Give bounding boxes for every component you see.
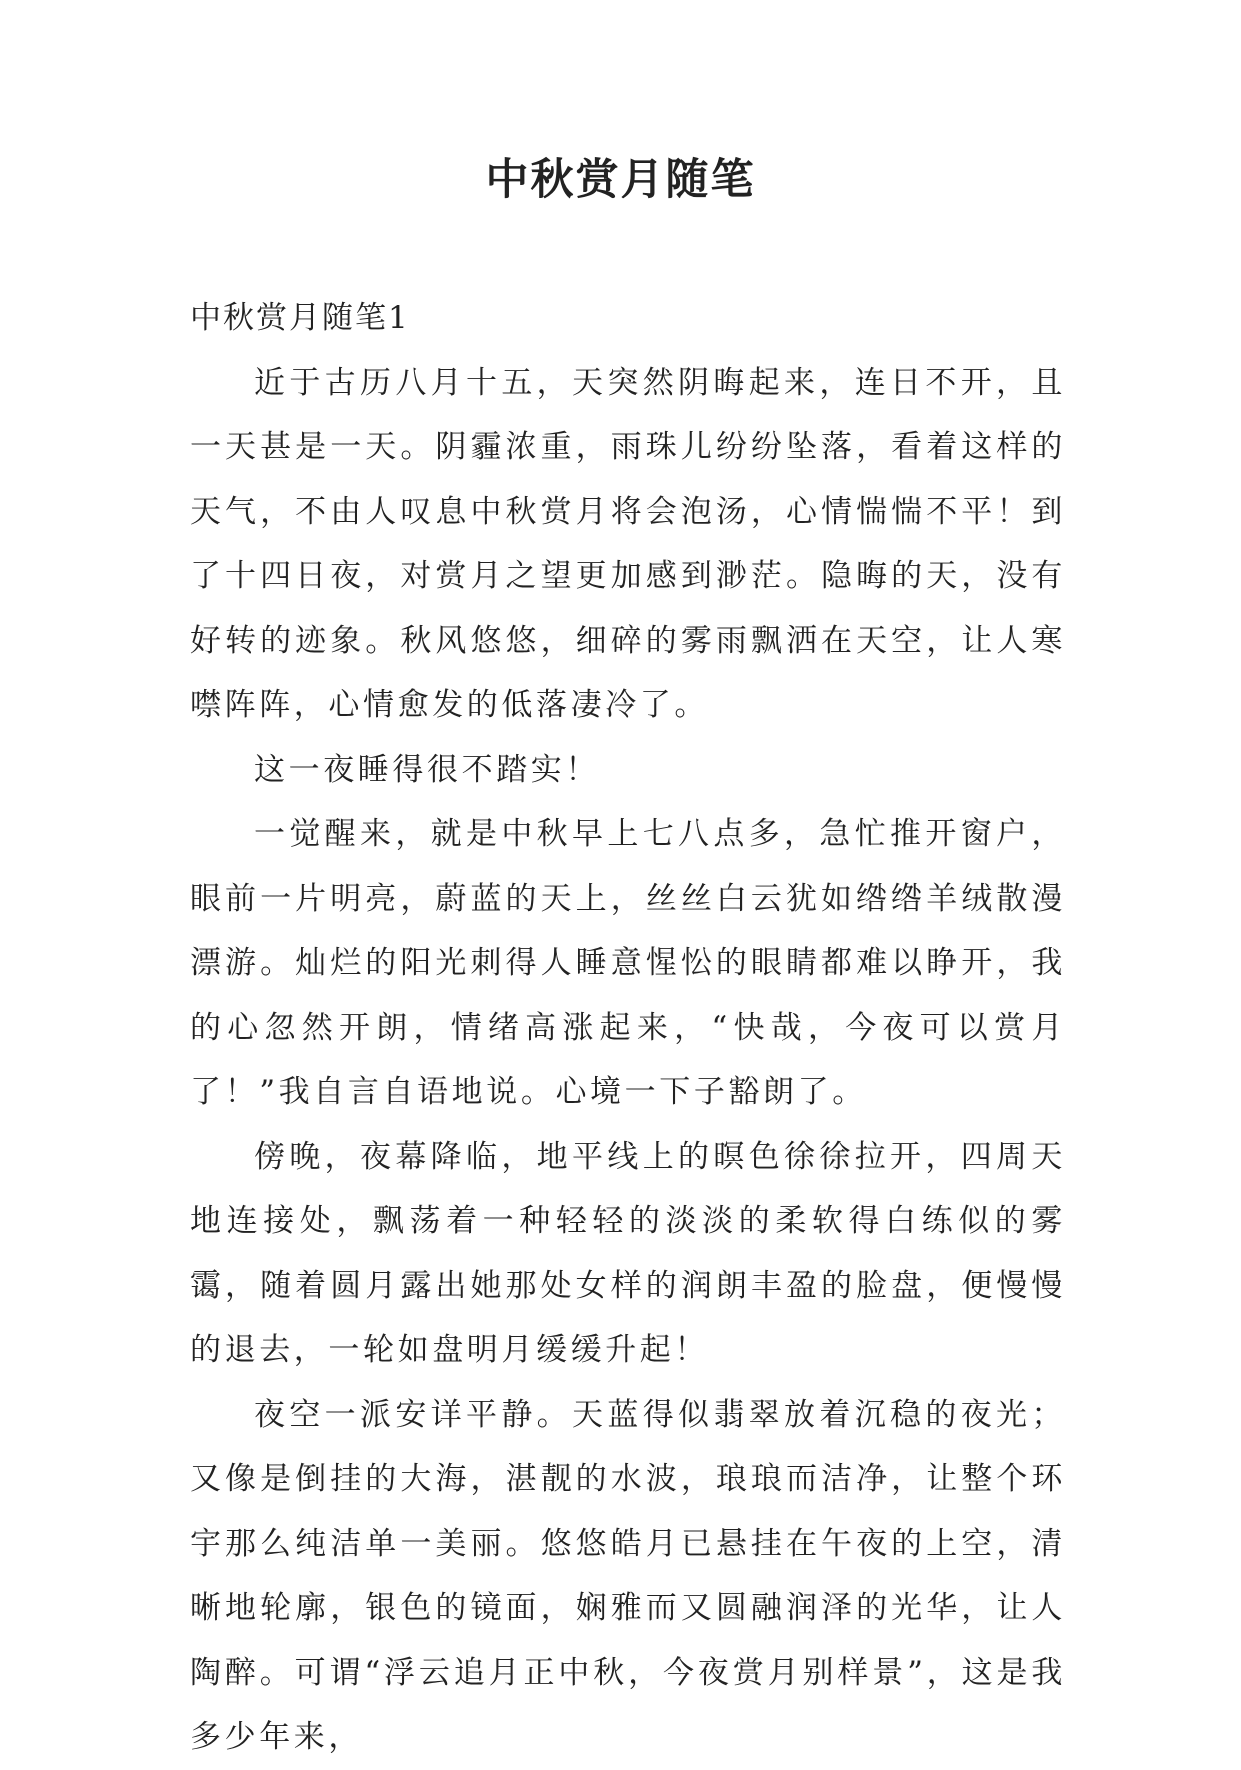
paragraph-2: 这一夜睡得很不踏实！ [254,751,600,788]
paragraph-5: 夜空一派安详平静。天蓝得似翡翠放着沉稳的夜光；又像是倒挂的大海，湛靓的水波，琅琅而洁净，让整个环宇那么纯洁单一美丽。悠悠皓月已悬挂在午夜的上空，清晰地轮廓，银色的镜面，娴雅而又圆融润泽的光华，让人陶醉。可谓“浮云追月正中秋，今夜赏月别样景”，这是我多少年来， [190,1396,1066,1755]
document-title: 中秋赏月随笔 [485,155,756,205]
document-body [190,286,1066,1770]
paragraph-4: 傍晚，夜幕降临，地平线上的暝色徐徐拉开，四周天地连接处，飘荡着一种轻轻的淡淡的柔软得白练似的雾霭，随着圆月露出她那处女样的润朗丰盈的脸盘，便慢慢的退去，一轮如盘明月缓缓升起！ [190,1138,1066,1368]
paragraph-1: 近于古历八月十五，天突然阴晦起来，连日不开，且一天甚是一天。阴霾浓重，雨珠儿纷纷坠落，看着这样的天气，不由人叹息中秋赏月将会泡汤，心情惴惴不平！到了十四日夜，对赏月之望更加感到渺茫。隐晦的天，没有好转的迹象。秋风悠悠，细碎的雾雨飘洒在天空，让人寒噤阵阵，心情愈发的低落凄冷了。 [190,364,1066,723]
section-heading: 中秋赏月随笔1 [190,300,410,336]
paragraph-3: 一觉醒来，就是中秋早上七八点多，急忙推开窗户，眼前一片明亮，蔚蓝的天上，丝丝白云犹如绺绺羊绒散漫漂游。灿烂的阳光刺得人睡意惺忪的眼睛都难以睁开，我的心忽然开朗，情绪高涨起来，“快哉，今夜可以赏月了！”我自言自语地说。心境一下子豁朗了。 [190,816,1066,1110]
